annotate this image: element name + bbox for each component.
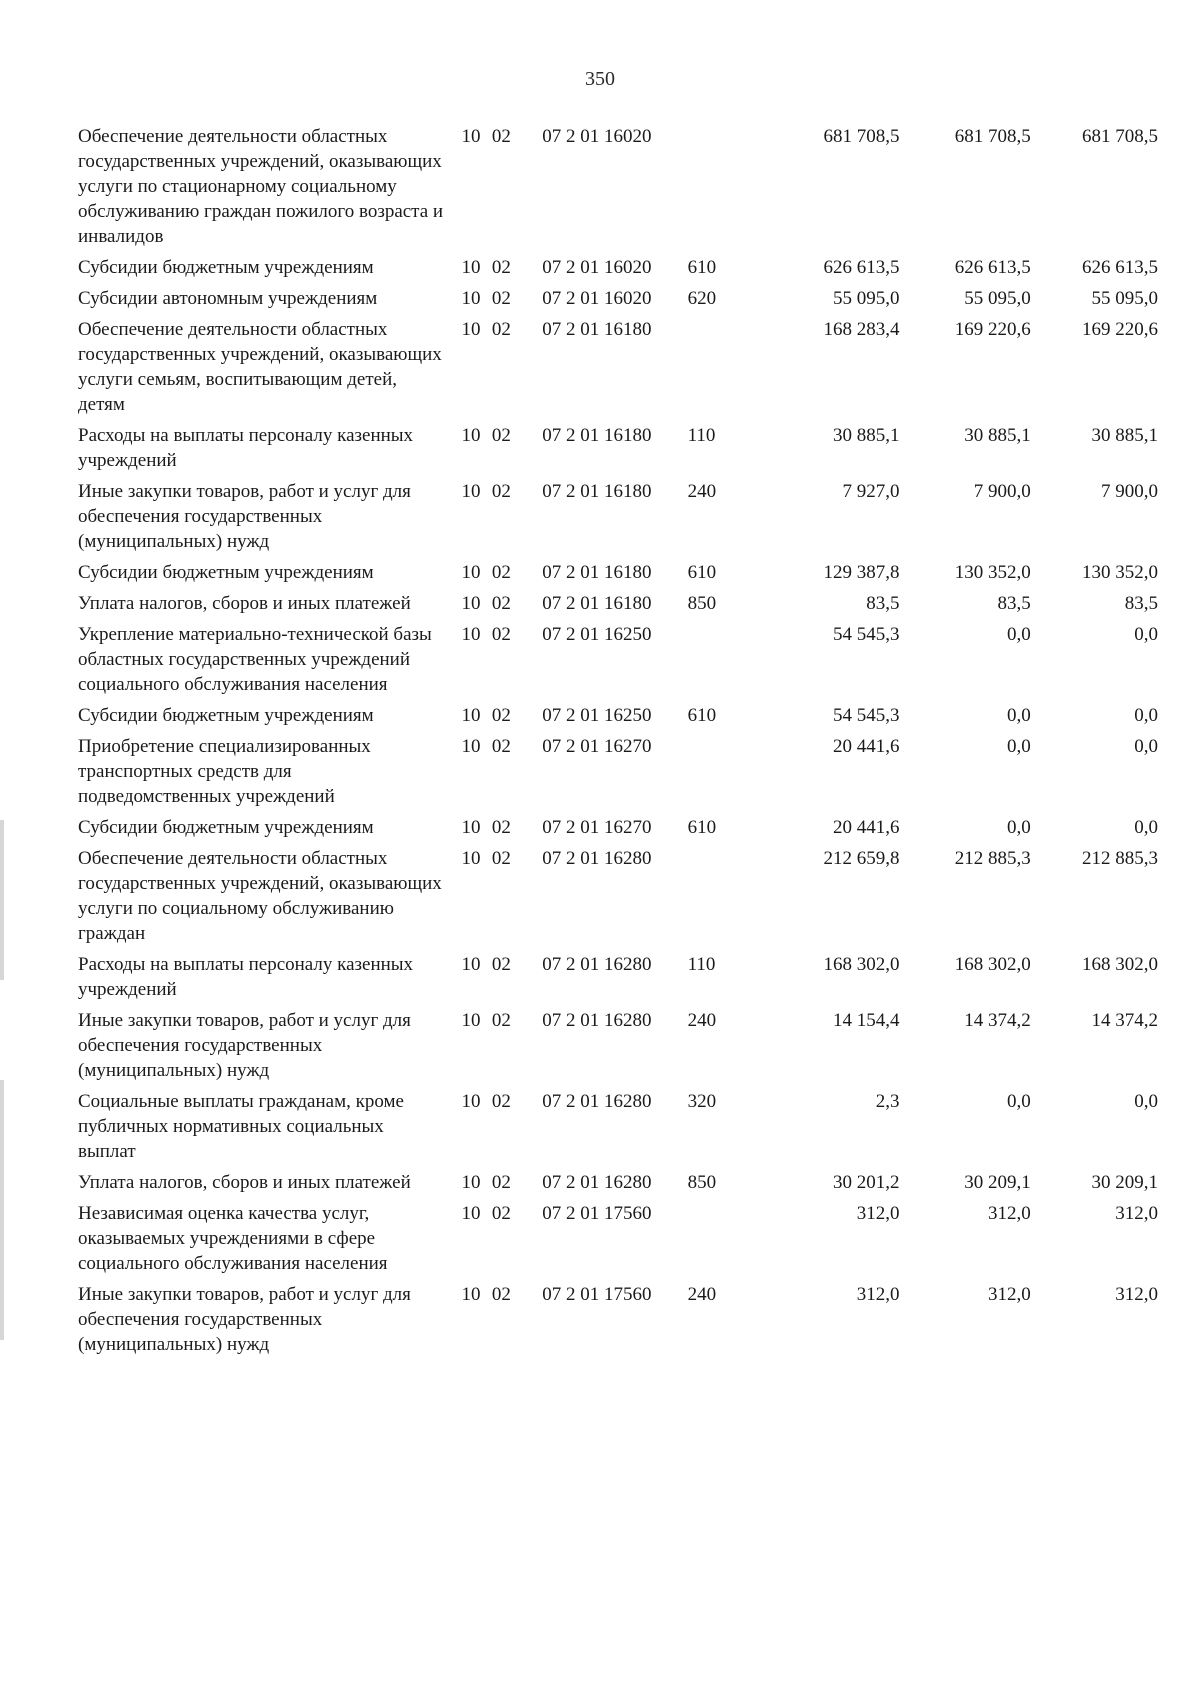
- amount-year-1: 14 154,4: [833, 1010, 900, 1031]
- target-article-code: 07 2 01 16250: [542, 705, 652, 726]
- scan-edge-mark: [0, 1080, 4, 1340]
- amount-year-2: 168 302,0: [954, 954, 1031, 975]
- row-name: Приобретение специализированных транспортных средств для подведомственных учреждений: [78, 736, 371, 807]
- amount-year-2: 0,0: [1007, 817, 1031, 838]
- amount-year-1: 312,0: [856, 1203, 900, 1224]
- row-name: Субсидии бюджетным учреждениям: [78, 817, 374, 838]
- row-name: Социальные выплаты гражданам, кроме публичных нормативных социальных выплат: [78, 1091, 404, 1162]
- section-code: 10: [461, 562, 481, 583]
- amount-year-2: 312,0: [988, 1203, 1031, 1224]
- table-row: [78, 560, 1158, 591]
- table-body: [78, 124, 1158, 1363]
- section-code: 10: [461, 1091, 481, 1112]
- subsection-code: 02: [491, 257, 511, 278]
- section-code: 10: [461, 954, 481, 975]
- expense-type-code: [688, 734, 759, 815]
- target-article-code: 07 2 01 16020: [542, 288, 652, 309]
- row-name: Обеспечение деятельности областных государственных учреждений, оказывающих услуги по социальному обслуживанию граждан: [78, 848, 442, 944]
- table-row: [78, 1170, 1158, 1201]
- row-name: Иные закупки товаров, работ и услуг для обеспечения государственных (муниципальных) нужд: [78, 1284, 411, 1355]
- amount-year-2: 55 095,0: [964, 288, 1031, 309]
- section-code: 10: [461, 1203, 481, 1224]
- amount-year-1: 55 095,0: [833, 288, 900, 309]
- subsection-code: 02: [491, 1091, 511, 1112]
- expense-type-code: [688, 124, 759, 255]
- section-code: 10: [461, 319, 481, 340]
- amount-year-2: 83,5: [997, 593, 1031, 614]
- expense-type-code: 240: [687, 1010, 717, 1031]
- amount-year-2: 14 374,2: [964, 1010, 1031, 1031]
- amount-year-3: 0,0: [1134, 705, 1158, 726]
- subsection-code: 02: [491, 817, 511, 838]
- target-article-code: 07 2 01 16280: [542, 1010, 652, 1031]
- amount-year-1: 168 283,4: [823, 319, 900, 340]
- subsection-code: 02: [491, 1172, 511, 1193]
- table-row: [78, 1008, 1158, 1089]
- amount-year-3: 83,5: [1124, 593, 1158, 614]
- amount-year-2: 30 209,1: [964, 1172, 1031, 1193]
- row-name: Обеспечение деятельности областных государственных учреждений, оказывающих услуги семьям, воспитывающим детей, детям: [78, 319, 442, 415]
- amount-year-1: 54 545,3: [833, 705, 900, 726]
- table-row: [78, 255, 1158, 286]
- expense-type-code: [688, 622, 759, 703]
- amount-year-3: 55 095,0: [1091, 288, 1158, 309]
- section-code: 10: [461, 1284, 481, 1305]
- amount-year-3: 130 352,0: [1082, 562, 1158, 583]
- amount-year-1: 20 441,6: [833, 736, 900, 757]
- row-name: Обеспечение деятельности областных государственных учреждений, оказывающих услуги по стационарному социальному обслуживанию граждан пожилого возраста и инвалидов: [78, 126, 444, 247]
- table-row: [78, 591, 1158, 622]
- section-code: 10: [461, 736, 481, 757]
- row-name: Уплата налогов, сборов и иных платежей: [78, 1172, 411, 1193]
- target-article-code: 07 2 01 17560: [542, 1284, 652, 1305]
- amount-year-1: 212 659,8: [823, 848, 900, 869]
- section-code: 10: [461, 288, 481, 309]
- target-article-code: 07 2 01 16180: [542, 319, 652, 340]
- target-article-code: 07 2 01 16020: [542, 257, 652, 278]
- amount-year-1: 7 927,0: [842, 481, 900, 502]
- subsection-code: 02: [491, 848, 511, 869]
- amount-year-2: 7 900,0: [973, 481, 1031, 502]
- section-code: 10: [461, 425, 481, 446]
- target-article-code: 07 2 01 16250: [542, 624, 652, 645]
- row-name: Расходы на выплаты персоналу казенных учреждений: [78, 954, 414, 1000]
- expense-type-code: [688, 846, 759, 952]
- amount-year-3: 0,0: [1134, 817, 1158, 838]
- amount-year-1: 626 613,5: [823, 257, 900, 278]
- table-row: [78, 317, 1158, 423]
- table-row: [78, 703, 1158, 734]
- section-code: 10: [461, 1010, 481, 1031]
- row-name: Иные закупки товаров, работ и услуг для обеспечения государственных (муниципальных) нужд: [78, 1010, 411, 1081]
- target-article-code: 07 2 01 16280: [542, 1091, 652, 1112]
- amount-year-3: 212 885,3: [1082, 848, 1158, 869]
- row-name: Субсидии автономным учреждениям: [78, 288, 378, 309]
- amount-year-3: 681 708,5: [1082, 126, 1158, 147]
- subsection-code: 02: [491, 1203, 511, 1224]
- amount-year-2: 212 885,3: [954, 848, 1031, 869]
- amount-year-1: 681 708,5: [823, 126, 900, 147]
- target-article-code: 07 2 01 16180: [542, 562, 652, 583]
- section-code: 10: [461, 481, 481, 502]
- table-row: [78, 286, 1158, 317]
- subsection-code: 02: [491, 562, 511, 583]
- subsection-code: 02: [491, 481, 511, 502]
- target-article-code: 07 2 01 16180: [542, 425, 652, 446]
- target-article-code: 07 2 01 16180: [542, 593, 652, 614]
- amount-year-1: 54 545,3: [833, 624, 900, 645]
- expense-type-code: 850: [687, 1172, 717, 1193]
- row-name: Субсидии бюджетным учреждениям: [78, 705, 374, 726]
- scan-edge-mark: [0, 820, 4, 980]
- amount-year-1: 83,5: [866, 593, 900, 614]
- amount-year-2: 169 220,6: [954, 319, 1031, 340]
- section-code: 10: [461, 593, 481, 614]
- target-article-code: 07 2 01 16280: [542, 1172, 652, 1193]
- subsection-code: 02: [491, 593, 511, 614]
- subsection-code: 02: [491, 1284, 511, 1305]
- amount-year-3: 0,0: [1134, 624, 1158, 645]
- target-article-code: 07 2 01 16270: [542, 817, 652, 838]
- amount-year-1: 168 302,0: [823, 954, 900, 975]
- amount-year-3: 312,0: [1115, 1284, 1158, 1305]
- subsection-code: 02: [491, 624, 511, 645]
- expense-type-code: [688, 1201, 759, 1282]
- amount-year-3: 168 302,0: [1082, 954, 1158, 975]
- amount-year-2: 0,0: [1007, 624, 1031, 645]
- table-row: [78, 423, 1158, 479]
- amount-year-2: 681 708,5: [954, 126, 1031, 147]
- section-code: 10: [461, 126, 481, 147]
- section-code: 10: [461, 705, 481, 726]
- amount-year-2: 0,0: [1007, 736, 1031, 757]
- table-row: [78, 1282, 1158, 1363]
- subsection-code: 02: [491, 126, 511, 147]
- table-row: [78, 734, 1158, 815]
- subsection-code: 02: [491, 319, 511, 340]
- table-row: [78, 622, 1158, 703]
- section-code: 10: [461, 848, 481, 869]
- budget-table: [78, 124, 1158, 1363]
- row-name: Субсидии бюджетным учреждениям: [78, 257, 374, 278]
- expense-type-code: 610: [687, 817, 717, 838]
- page-number: 350: [585, 68, 615, 90]
- table-row: [78, 952, 1158, 1008]
- row-name: Независимая оценка качества услуг, оказываемых учреждениями в сфере социального обслуживания населения: [78, 1203, 388, 1274]
- target-article-code: 07 2 01 17560: [542, 1203, 652, 1224]
- amount-year-1: 30 885,1: [833, 425, 900, 446]
- amount-year-2: 130 352,0: [954, 562, 1031, 583]
- amount-year-1: 20 441,6: [833, 817, 900, 838]
- subsection-code: 02: [491, 425, 511, 446]
- subsection-code: 02: [491, 736, 511, 757]
- row-name: Иные закупки товаров, работ и услуг для обеспечения государственных (муниципальных) нужд: [78, 481, 411, 552]
- amount-year-3: 626 613,5: [1082, 257, 1158, 278]
- target-article-code: 07 2 01 16280: [542, 954, 652, 975]
- section-code: 10: [461, 1172, 481, 1193]
- target-article-code: 07 2 01 16020: [542, 126, 652, 147]
- amount-year-3: 30 209,1: [1091, 1172, 1158, 1193]
- amount-year-1: 129 387,8: [823, 562, 900, 583]
- amount-year-2: 312,0: [988, 1284, 1031, 1305]
- expense-type-code: 610: [687, 705, 717, 726]
- subsection-code: 02: [491, 954, 511, 975]
- table-row: [78, 479, 1158, 560]
- table-row: [78, 846, 1158, 952]
- row-name: Субсидии бюджетным учреждениям: [78, 562, 374, 583]
- row-name: Уплата налогов, сборов и иных платежей: [78, 593, 411, 614]
- row-name: Укрепление материально-технической базы областных государственных учреждений социального обслуживания населения: [78, 624, 432, 695]
- amount-year-1: 2,3: [875, 1091, 900, 1112]
- target-article-code: 07 2 01 16270: [542, 736, 652, 757]
- amount-year-3: 14 374,2: [1091, 1010, 1158, 1031]
- expense-type-code: 610: [687, 562, 717, 583]
- target-article-code: 07 2 01 16180: [542, 481, 652, 502]
- table-row: [78, 1089, 1158, 1170]
- section-code: 10: [461, 624, 481, 645]
- expense-type-code: 110: [687, 954, 716, 975]
- subsection-code: 02: [491, 288, 511, 309]
- amount-year-2: 0,0: [1007, 1091, 1031, 1112]
- amount-year-2: 0,0: [1007, 705, 1031, 726]
- amount-year-3: 169 220,6: [1082, 319, 1158, 340]
- table-row: [78, 124, 1158, 255]
- row-name: Расходы на выплаты персоналу казенных учреждений: [78, 425, 414, 471]
- amount-year-3: 312,0: [1115, 1203, 1158, 1224]
- expense-type-code: 320: [687, 1091, 717, 1112]
- expense-type-code: 610: [687, 257, 717, 278]
- expense-type-code: 240: [687, 1284, 717, 1305]
- expense-type-code: [688, 317, 759, 423]
- target-article-code: 07 2 01 16280: [542, 848, 652, 869]
- subsection-code: 02: [491, 1010, 511, 1031]
- section-code: 10: [461, 257, 481, 278]
- expense-type-code: 110: [687, 425, 716, 446]
- amount-year-3: 0,0: [1134, 1091, 1158, 1112]
- section-code: 10: [461, 817, 481, 838]
- table-row: [78, 815, 1158, 846]
- amount-year-2: 30 885,1: [964, 425, 1031, 446]
- amount-year-3: 30 885,1: [1091, 425, 1158, 446]
- amount-year-3: 0,0: [1134, 736, 1158, 757]
- amount-year-1: 30 201,2: [833, 1172, 900, 1193]
- expense-type-code: 620: [687, 288, 717, 309]
- table-row: [78, 1201, 1158, 1282]
- amount-year-3: 7 900,0: [1101, 481, 1158, 502]
- subsection-code: 02: [491, 705, 511, 726]
- amount-year-1: 312,0: [856, 1284, 900, 1305]
- expense-type-code: 850: [687, 593, 717, 614]
- expense-type-code: 240: [687, 481, 717, 502]
- amount-year-2: 626 613,5: [954, 257, 1031, 278]
